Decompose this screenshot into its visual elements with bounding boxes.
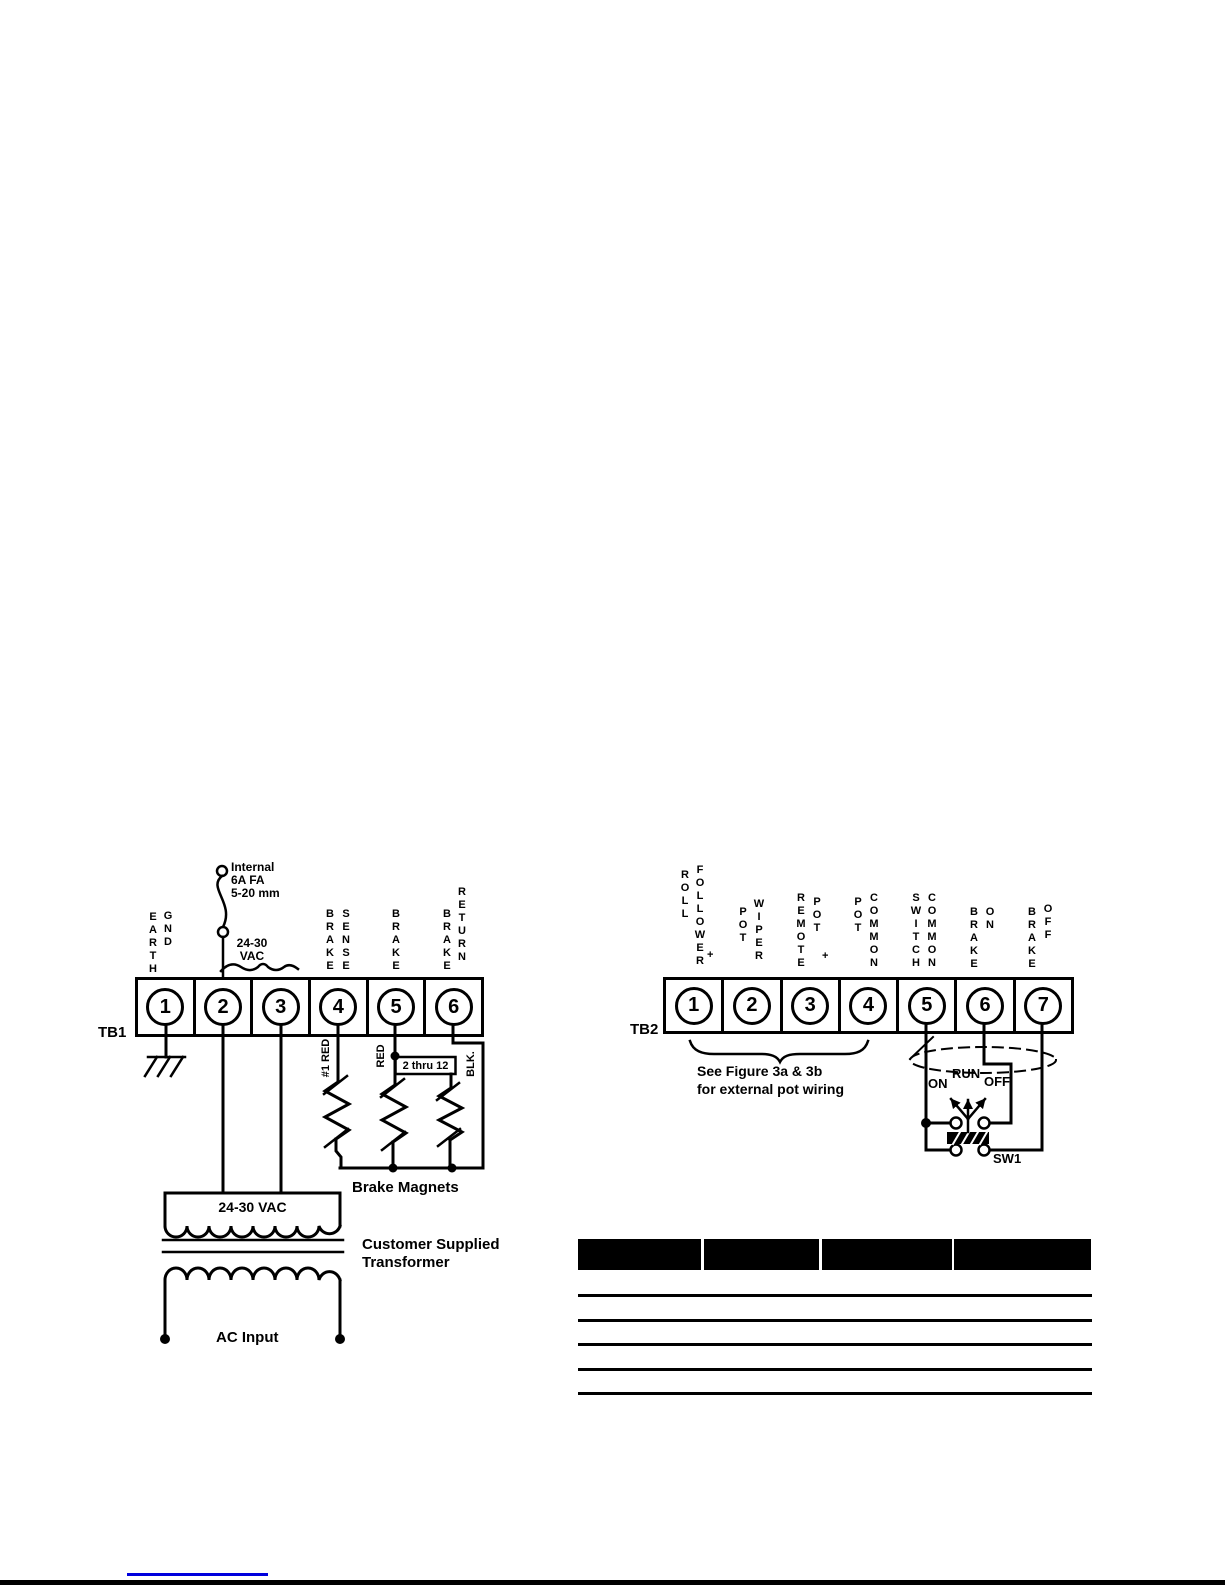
terminal-number: 5: [908, 987, 946, 1025]
terminal-number: 4: [849, 987, 887, 1025]
table-header-row: [578, 1239, 1091, 1270]
tb2-title: TB2: [630, 1021, 659, 1038]
tb2-pin1-label-col2: FOLLOWER: [694, 864, 706, 968]
tb2-pin5-label-col1: SWITCH: [910, 892, 922, 970]
terminal-number: 2: [204, 988, 242, 1026]
brake-magnet-coil-3: [437, 1074, 462, 1168]
tb1-terminal-5: [369, 980, 427, 1034]
table-header-cell-4: [954, 1239, 1091, 1270]
tb2-terminal-6: [957, 980, 1015, 1031]
terminal-number: 5: [377, 988, 415, 1026]
switch-off-label: OFF: [984, 1074, 1010, 1089]
fuse-note-line3: 5-20 mm: [231, 886, 280, 900]
link-underline[interactable]: [127, 1573, 268, 1576]
tb1-terminal-4: [311, 980, 369, 1034]
table-row-rule: [578, 1294, 1092, 1297]
tb1-pin1-label-earth: EARTH: [147, 911, 159, 976]
switch-on-label: ON: [928, 1076, 948, 1091]
page-bottom-border: [0, 1580, 1225, 1585]
tb2-pin2-label-col1: POT: [737, 906, 749, 945]
terminal-number: 3: [262, 988, 300, 1026]
tb2-terminal-3: [783, 980, 841, 1031]
pot-pins-brace: [690, 1041, 868, 1062]
terminal-number: 1: [146, 988, 184, 1026]
tb2-pin1-plus: +: [707, 949, 714, 961]
tb2-pin6-label-col1: BRAKE: [968, 906, 980, 971]
tb2-pin5-label-col2: COMMON: [926, 892, 938, 970]
tb2-pin3-plus: +: [822, 950, 829, 962]
pin6-wire-label: BLK.: [465, 1051, 477, 1077]
tb1-terminal-block: [135, 977, 484, 1037]
tb1-title: TB1: [98, 1024, 127, 1041]
switch-name-label: SW1: [993, 1151, 1022, 1166]
tb2-pin6-label-col2: ON: [984, 906, 996, 932]
terminal-number: 4: [319, 988, 357, 1026]
vac-note-line2: VAC: [239, 949, 265, 963]
tb1-terminal-6: [426, 980, 481, 1034]
switch-run-label: RUN: [952, 1066, 981, 1081]
tb2-pin4-label-col1: POT: [852, 896, 864, 935]
fuse-icon: [217, 866, 228, 978]
table-header-cell-1: [578, 1239, 701, 1270]
terminal-number: 3: [791, 987, 829, 1025]
tb1-pin4-label-brake: BRAKE: [324, 908, 336, 973]
tb2-pin3-label-col2: POT: [811, 896, 823, 935]
fuse-note-line2: 6A FA: [231, 873, 265, 887]
terminal-number: 1: [675, 987, 713, 1025]
tb2-pin1-label-col1: ROLL: [679, 869, 691, 921]
tb1-pin1-label-gnd: GND: [162, 910, 174, 949]
tb1-terminal-1: [138, 980, 196, 1034]
table-row-rule: [578, 1392, 1092, 1395]
table-header-cell-3: [822, 1239, 952, 1270]
tb2-terminal-4: [841, 980, 899, 1031]
table-row-rule: [578, 1343, 1092, 1346]
vac-note-line1: 24-30: [236, 936, 268, 950]
earth-ground-icon: [145, 1057, 185, 1076]
terminal-number: 2: [733, 987, 771, 1025]
tb1-pin4-label-sense: SENSE: [340, 908, 352, 973]
transformer-icon: [160, 1193, 345, 1344]
transformer-caption-line2: Transformer: [362, 1254, 450, 1271]
tb1-pin6-wire: [453, 1024, 483, 1168]
brake-magnets-caption: Brake Magnets: [352, 1179, 459, 1196]
tb2-pin4-label-col2: COMMON: [868, 892, 880, 970]
tb2-terminal-5: [899, 980, 957, 1031]
transformer-secondary-label: 24-30 VAC: [218, 1199, 287, 1215]
brake-magnet-coil-1: [324, 1076, 349, 1168]
fuse-note-line1: Internal: [231, 860, 275, 874]
vac-brace: [221, 964, 298, 971]
figure-note-line1: See Figure 3a & 3b: [697, 1063, 823, 1079]
terminal-number: 6: [435, 988, 473, 1026]
table-header-cell-2: [704, 1239, 819, 1270]
tb1-terminal-3: [253, 980, 311, 1034]
tb1-terminal-2: [196, 980, 254, 1034]
brake-magnet-coil-2: [381, 1079, 406, 1168]
toggle-switch-icon: [947, 1099, 990, 1156]
tb1-pin6-label-return: RETURN: [456, 886, 468, 964]
tb2-terminal-2: [724, 980, 782, 1031]
figure-note-line2: for external pot wiring: [697, 1081, 845, 1097]
tb2-pin7-label-col1: BRAKE: [1026, 906, 1038, 971]
tb2-pin3-label-col1: REMOTE: [795, 892, 807, 970]
tb2-terminal-7: [1016, 980, 1071, 1031]
tb2-pin2-label-col2: WIPER: [753, 898, 765, 963]
tb1-pin6-label-brake: BRAKE: [441, 908, 453, 973]
tb1-pin5-label-brake: BRAKE: [390, 908, 402, 973]
pin5-wire-label: RED: [375, 1044, 387, 1068]
tb1-wiring: [145, 866, 483, 1344]
tb2-terminal-1: [666, 980, 724, 1031]
terminal-number: 6: [966, 987, 1004, 1025]
pin4-wire-label: #1 RED: [320, 1038, 332, 1078]
table-row-rule: [578, 1368, 1092, 1371]
ac-input-label: AC Input: [216, 1329, 279, 1346]
transformer-caption-line1: Customer Supplied: [362, 1236, 500, 1253]
terminal-number: 7: [1024, 987, 1062, 1025]
table-row-rule: [578, 1319, 1092, 1322]
magnet-range-label: 2 thru 12: [402, 1060, 449, 1072]
tb2-pin7-label-col2: OFF: [1042, 903, 1054, 942]
tb2-terminal-block: [663, 977, 1074, 1034]
